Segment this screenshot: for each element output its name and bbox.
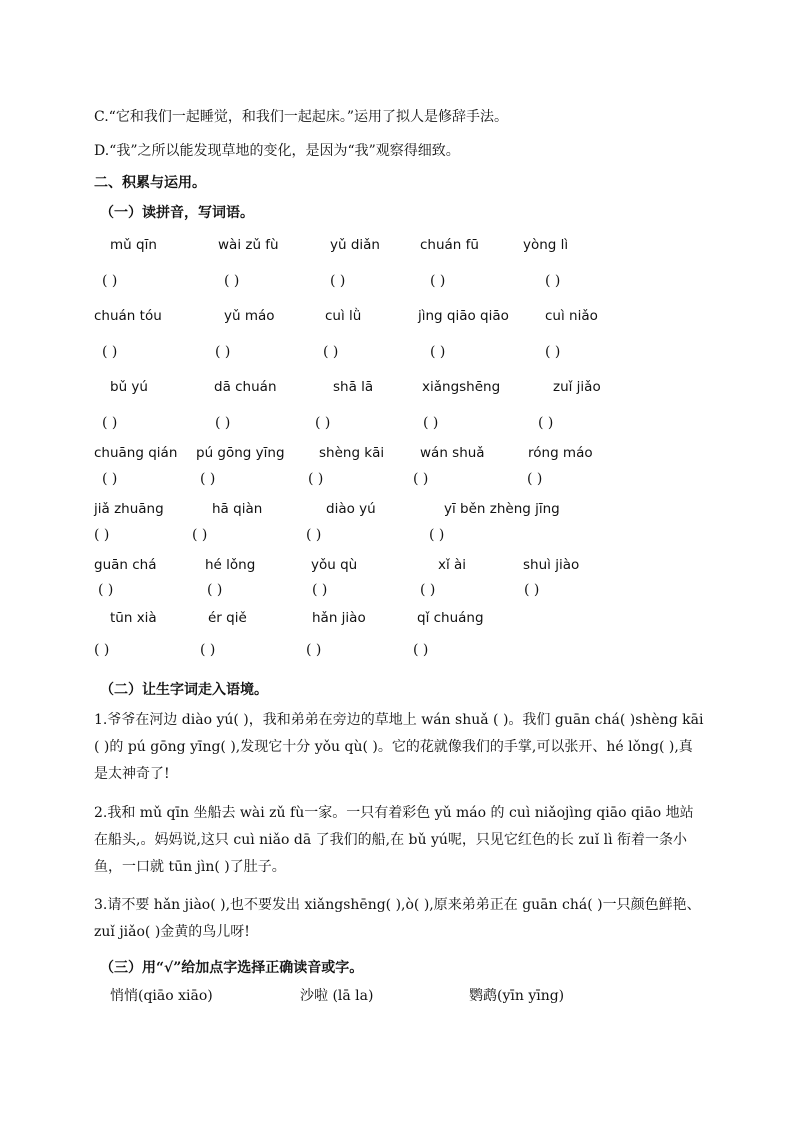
pinyin-cell: tūn xià — [110, 610, 157, 626]
answer-blank[interactable]: ( ) — [413, 471, 429, 487]
context-paragraph-3: 3.请不要 hǎn jiào( ),也不要发出 xiǎngshēng( ),ò( ),原来弟弟正在 guān chá( )一只颜色鲜艳、zuǐ jiǎo( )金黄的鸟儿呀! — [94, 897, 701, 940]
pinyin-cell: shā lā — [333, 379, 374, 395]
pinyin-cell: cuì niǎo — [545, 308, 598, 324]
pinyin-cell: wài zǔ fù — [218, 237, 279, 253]
answer-blank[interactable]: ( ) — [545, 273, 561, 289]
pinyin-cell: yī běn zhèng jīng — [444, 501, 560, 517]
answer-blank[interactable]: ( ) — [430, 273, 446, 289]
answer-blank[interactable]: ( ) — [545, 344, 561, 360]
context-paragraph-1: 1.爷爷在河边 diào yú( )，我和弟弟在旁边的草地上 wán shuǎ ( )。我们 guān chá( )shèng kāi ( )的 pú gōng yīng( ),发现它十分 yǒu qù( )。它的花就像我们的手掌,可以张开、hé lǒng( ),真是太神奇了! — [94, 712, 704, 782]
pinyin-cell: yǔ diǎn — [330, 237, 380, 253]
reading-choice-item[interactable]: 悄悄(qiāo xiāo) — [110, 988, 213, 1004]
answer-blank[interactable]: ( ) — [524, 582, 540, 598]
pinyin-cell: guān chá — [94, 557, 157, 573]
pinyin-cell: yòng lì — [523, 237, 569, 253]
part1-title: （一）读拼音，写词语。 — [100, 205, 254, 221]
context-paragraph-2: 2.我和 mǔ qīn 坐船去 wài zǔ fù一家。一只有着彩色 yǔ máo 的 cuì niǎojìng qiāo qiāo 地站在船头,。妈妈说,这只 cuì niǎo dā 了我们的船,在 bǔ yú呢，只见它红色的长 zuǐ lì 衔着一条小鱼，一口就 tūn jìn( )了肚子。 — [94, 805, 694, 875]
option-c: C.“它和我们一起睡觉，和我们一起起床。”运用了拟人是修辞手法。 — [94, 109, 508, 125]
answer-blank[interactable]: ( ) — [420, 582, 436, 598]
pinyin-cell: qǐ chuáng — [417, 610, 484, 626]
pinyin-cell: róng máo — [528, 445, 593, 461]
answer-blank[interactable]: ( ) — [94, 642, 110, 658]
answer-blank[interactable]: ( ) — [94, 527, 110, 543]
pinyin-cell: diào yú — [326, 501, 376, 517]
pinyin-cell: pú gōng yīng — [196, 445, 285, 461]
answer-blank[interactable]: ( ) — [423, 415, 439, 431]
answer-blank[interactable]: ( ) — [200, 642, 216, 658]
answer-blank[interactable]: ( ) — [306, 642, 322, 658]
answer-blank[interactable]: ( ) — [538, 415, 554, 431]
answer-blank[interactable]: ( ) — [413, 642, 429, 658]
option-d: D.“我”之所以能发现草地的变化，是因为“我”观察得细致。 — [94, 143, 460, 159]
pinyin-cell: jiǎ zhuāng — [94, 501, 164, 517]
pinyin-cell: chuán tóu — [94, 308, 162, 324]
pinyin-cell: hā qiàn — [212, 501, 263, 517]
pinyin-cell: chuán fū — [420, 237, 479, 253]
answer-blank[interactable]: ( ) — [102, 344, 118, 360]
pinyin-cell: jìng qiāo qiāo — [418, 308, 509, 324]
pinyin-cell: cuì lǜ — [325, 308, 362, 324]
answer-blank[interactable]: ( ) — [330, 273, 346, 289]
answer-blank[interactable]: ( ) — [192, 527, 208, 543]
answer-blank[interactable]: ( ) — [215, 415, 231, 431]
reading-choice-item[interactable]: 沙啦 (lā la) — [300, 988, 374, 1004]
answer-blank[interactable]: ( ) — [200, 471, 216, 487]
answer-blank[interactable]: ( ) — [224, 273, 240, 289]
answer-blank[interactable]: ( ) — [527, 471, 543, 487]
pinyin-cell: chuāng qián — [94, 445, 178, 461]
answer-blank[interactable]: ( ) — [102, 471, 118, 487]
pinyin-cell: xiǎngshēng — [422, 379, 501, 395]
part3-title: （三）用“√”给加点字选择正确读音或字。 — [100, 960, 364, 976]
reading-choice-item[interactable]: 鹦鹉(yīn yīng) — [469, 988, 565, 1004]
pinyin-cell: hǎn jiào — [312, 610, 366, 626]
pinyin-cell: yǔ máo — [224, 308, 275, 324]
answer-blank[interactable]: ( ) — [308, 471, 324, 487]
answer-blank[interactable]: ( ) — [312, 582, 328, 598]
answer-blank[interactable]: ( ) — [207, 582, 223, 598]
pinyin-cell: bǔ yú — [110, 379, 148, 395]
pinyin-cell: xǐ ài — [438, 557, 467, 573]
answer-blank[interactable]: ( ) — [430, 344, 446, 360]
pinyin-cell: wán shuǎ — [420, 445, 485, 461]
part2-title: （二）让生字词走入语境。 — [100, 682, 268, 698]
pinyin-cell: ér qiě — [208, 610, 247, 626]
answer-blank[interactable]: ( ) — [102, 415, 118, 431]
pinyin-cell: yǒu qù — [311, 557, 358, 573]
answer-blank-long[interactable]: ( ) — [429, 527, 445, 543]
pinyin-cell: shèng kāi — [319, 445, 385, 461]
pinyin-cell: dā chuán — [214, 379, 277, 395]
answer-blank[interactable]: ( ) — [98, 582, 114, 598]
pinyin-cell: hé lǒng — [205, 557, 256, 573]
pinyin-cell: mǔ qīn — [110, 237, 157, 253]
answer-blank[interactable]: ( ) — [102, 273, 118, 289]
section-title: 二、积累与运用。 — [94, 175, 206, 191]
answer-blank[interactable]: ( ) — [215, 344, 231, 360]
answer-blank[interactable]: ( ) — [306, 527, 322, 543]
pinyin-cell: shuì jiào — [523, 557, 580, 573]
answer-blank[interactable]: ( ) — [323, 344, 339, 360]
pinyin-cell: zuǐ jiǎo — [553, 379, 601, 395]
answer-blank[interactable]: ( ) — [315, 415, 331, 431]
